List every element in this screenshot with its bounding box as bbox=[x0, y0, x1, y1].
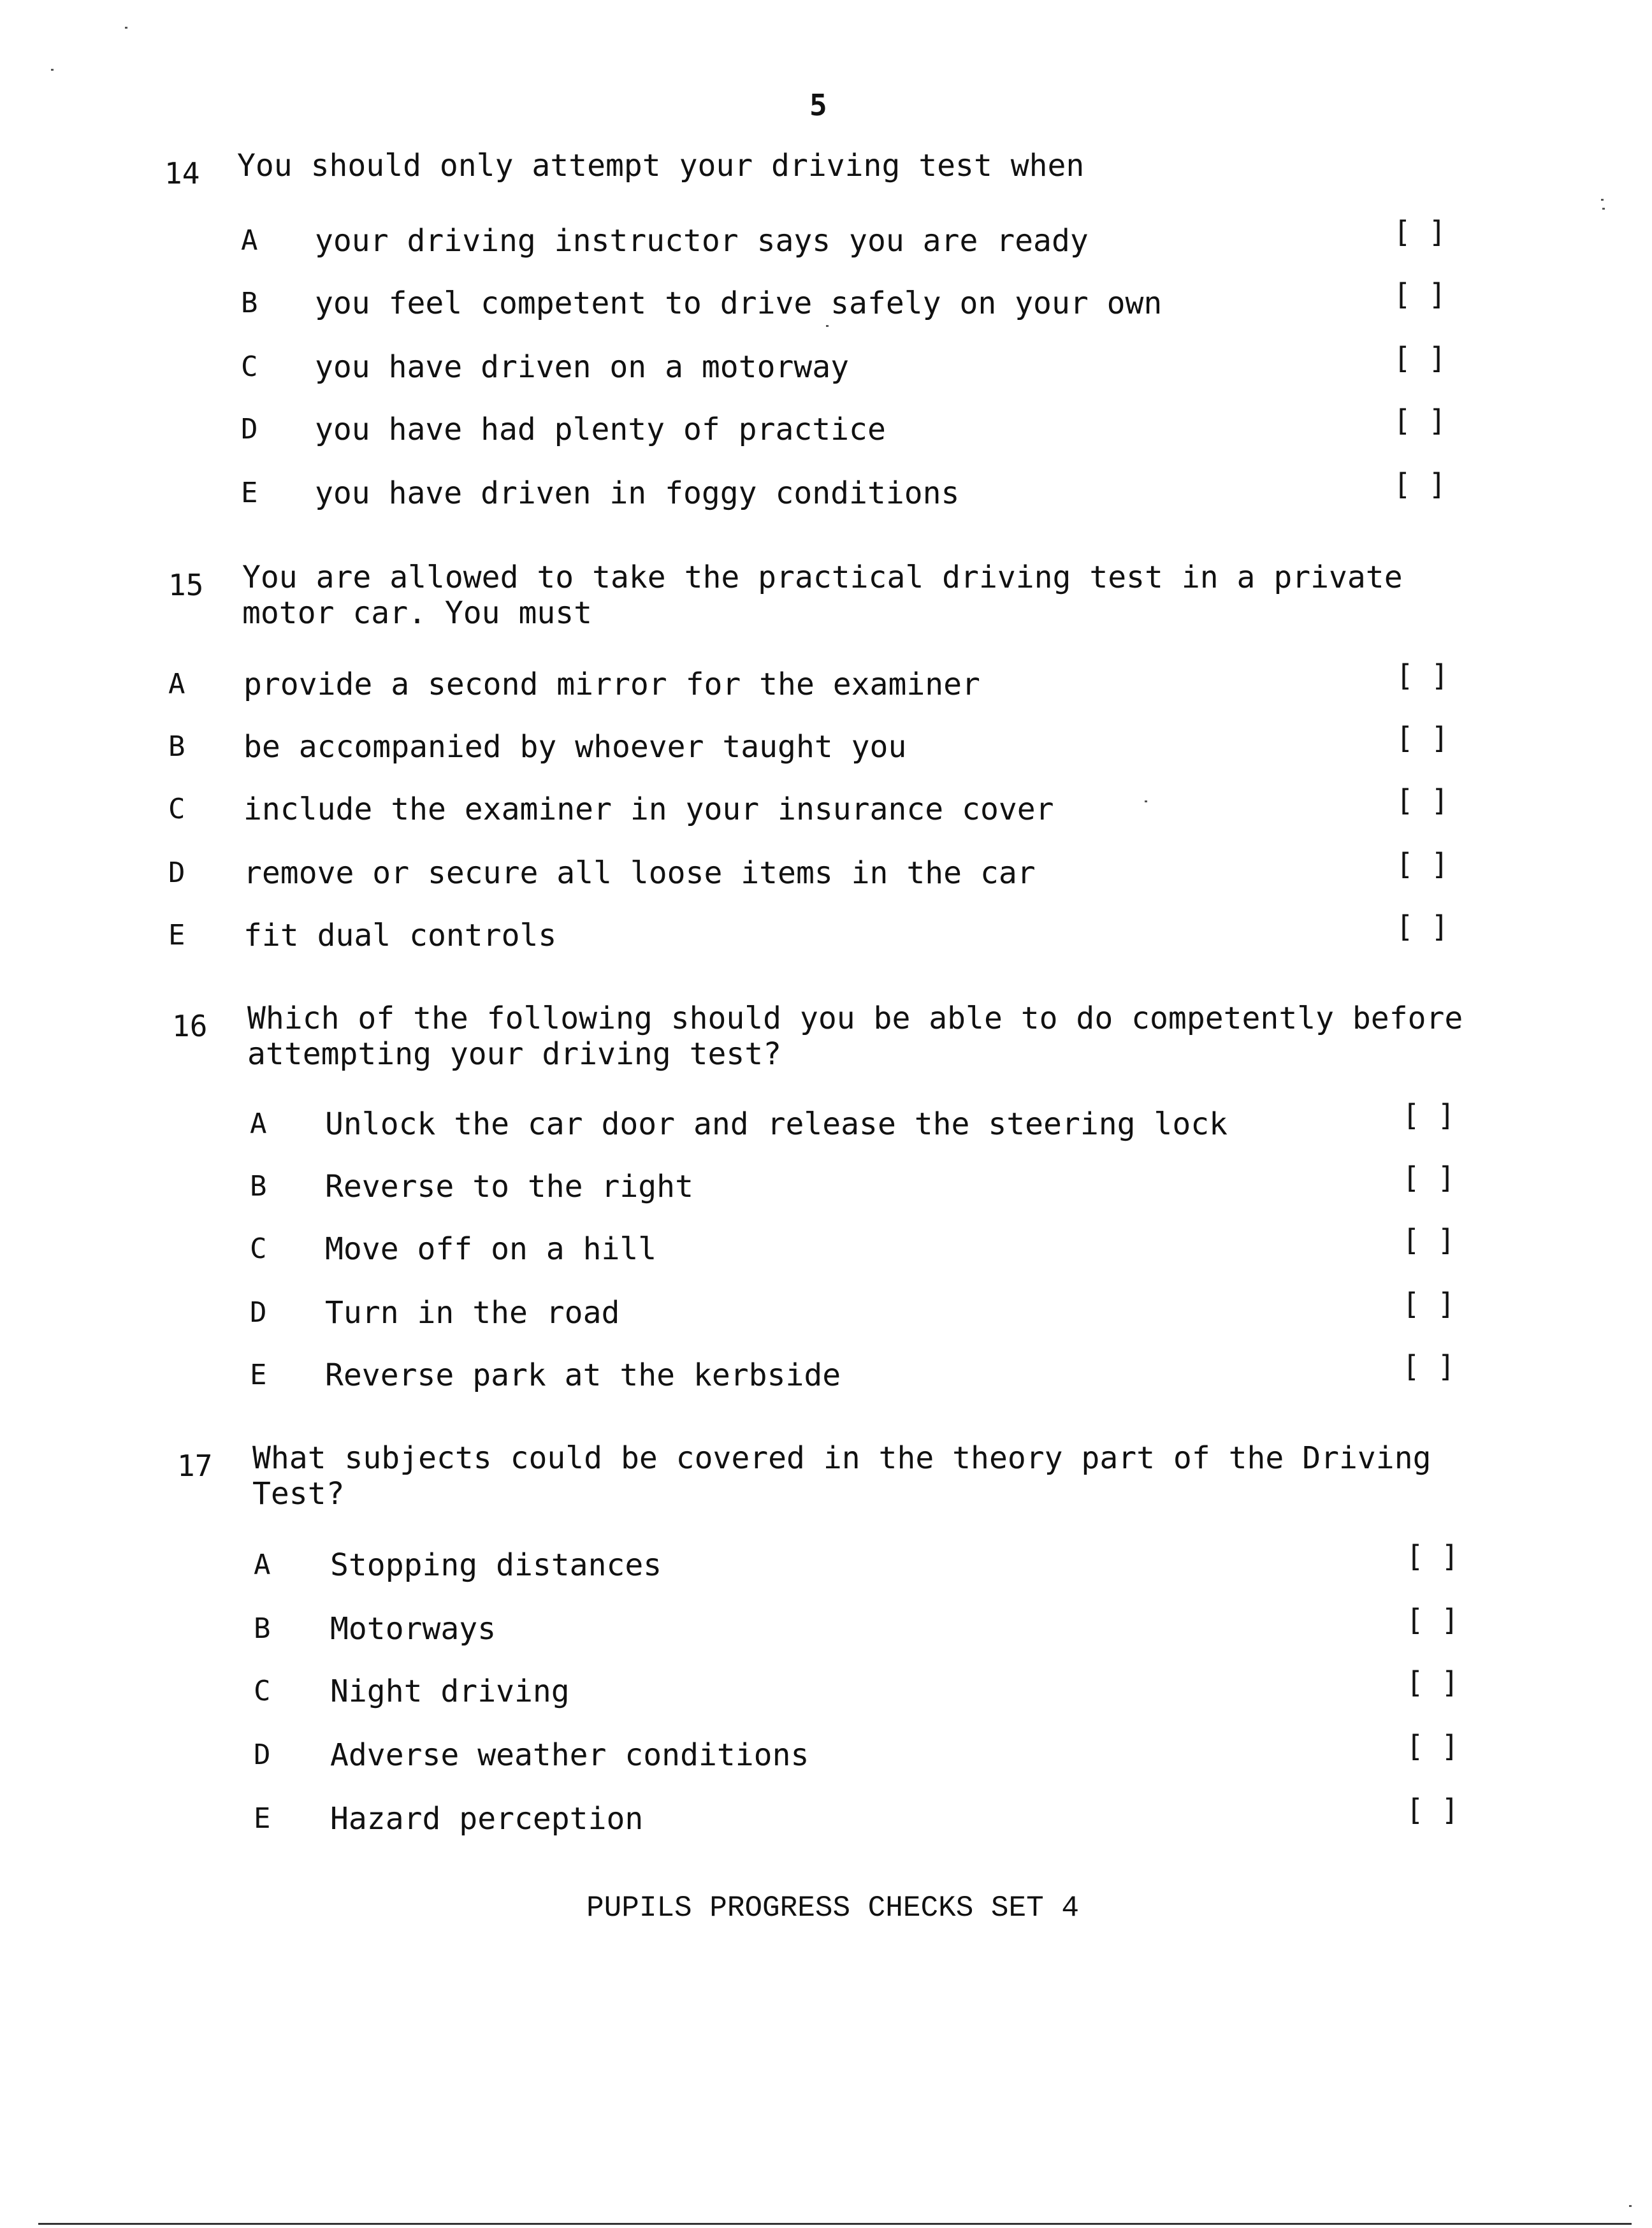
option-17-c bbox=[0, 1665, 1652, 1711]
option-letter: B bbox=[254, 1612, 271, 1645]
option-text: remove or secure all loose items in the car bbox=[243, 855, 1036, 891]
answer-checkbox[interactable]: [ ] bbox=[1402, 1349, 1456, 1384]
option-text: be accompanied by whoever taught you bbox=[243, 729, 907, 765]
option-letter: C bbox=[168, 793, 185, 825]
question-text: Which of the following should you be able to do competently before attempting your driving test? bbox=[247, 1001, 1463, 1072]
option-letter: C bbox=[250, 1233, 267, 1265]
scan-speck bbox=[1145, 800, 1147, 802]
option-letter: E bbox=[250, 1359, 267, 1391]
page-bottom-rule bbox=[38, 2223, 1632, 2225]
answer-checkbox[interactable]: [ ] bbox=[1402, 1223, 1456, 1257]
scan-speck bbox=[1629, 2205, 1632, 2207]
answer-checkbox[interactable]: [ ] bbox=[1393, 277, 1447, 312]
page-number: 5 bbox=[809, 88, 827, 122]
scan-speck bbox=[125, 27, 127, 29]
answer-checkbox[interactable]: [ ] bbox=[1396, 909, 1449, 944]
option-16-a bbox=[0, 1098, 1652, 1143]
option-text: Move off on a hill bbox=[325, 1231, 657, 1267]
option-letter: A bbox=[254, 1549, 271, 1581]
option-text: Reverse to the right bbox=[325, 1169, 693, 1204]
option-15-d bbox=[0, 847, 1652, 892]
scan-speck bbox=[826, 325, 829, 327]
option-text: provide a second mirror for the examiner bbox=[243, 667, 980, 702]
option-16-b bbox=[0, 1161, 1652, 1206]
answer-checkbox[interactable]: [ ] bbox=[1393, 215, 1447, 249]
answer-checkbox[interactable]: [ ] bbox=[1406, 1665, 1460, 1700]
option-17-b bbox=[0, 1603, 1652, 1648]
answer-checkbox[interactable]: [ ] bbox=[1393, 467, 1447, 502]
option-text: fit dual controls bbox=[243, 918, 557, 953]
question-text: You are allowed to take the practical driving test in a private motor car. You must bbox=[242, 560, 1403, 631]
option-letter: C bbox=[254, 1675, 271, 1707]
answer-checkbox[interactable]: [ ] bbox=[1402, 1287, 1456, 1321]
answer-checkbox[interactable]: [ ] bbox=[1406, 1793, 1460, 1827]
option-text: Adverse weather conditions bbox=[330, 1737, 809, 1773]
answer-checkbox[interactable]: [ ] bbox=[1406, 1539, 1460, 1573]
option-letter: E bbox=[254, 1802, 271, 1835]
option-text: Motorways bbox=[330, 1611, 496, 1647]
option-text: Stopping distances bbox=[330, 1547, 662, 1583]
option-letter: A bbox=[241, 224, 258, 257]
option-letter: B bbox=[241, 287, 258, 319]
question-number: 14 bbox=[164, 156, 200, 191]
answer-checkbox[interactable]: [ ] bbox=[1393, 341, 1447, 375]
option-text: Night driving bbox=[330, 1674, 570, 1709]
option-letter: B bbox=[168, 730, 185, 763]
option-letter: D bbox=[241, 413, 258, 445]
option-17-d bbox=[0, 1729, 1652, 1774]
option-text: Turn in the road bbox=[325, 1295, 620, 1331]
option-14-a bbox=[0, 215, 1652, 260]
option-15-e bbox=[0, 909, 1652, 955]
option-15-a bbox=[0, 658, 1652, 704]
question-text: What subjects could be covered in the theory part of the Driving Test? bbox=[252, 1440, 1431, 1512]
footer-title: PUPILS PROGRESS CHECKS SET 4 bbox=[586, 1892, 1079, 1925]
option-16-d bbox=[0, 1287, 1652, 1332]
option-letter: A bbox=[168, 668, 185, 700]
option-14-e bbox=[0, 467, 1652, 512]
scan-speck bbox=[1602, 208, 1605, 210]
option-letter: E bbox=[168, 919, 185, 951]
option-17-a bbox=[0, 1539, 1652, 1584]
option-letter: C bbox=[241, 351, 258, 383]
option-text: Unlock the car door and release the steering lock bbox=[325, 1106, 1228, 1142]
option-text: Hazard perception bbox=[330, 1801, 644, 1837]
question-number: 17 bbox=[177, 1449, 213, 1483]
option-text: Reverse park at the kerbside bbox=[325, 1357, 841, 1393]
option-letter: B bbox=[250, 1170, 267, 1203]
option-15-c bbox=[0, 783, 1652, 828]
question-number: 16 bbox=[172, 1009, 208, 1043]
option-15-b bbox=[0, 721, 1652, 766]
option-14-c bbox=[0, 341, 1652, 386]
option-text: you feel competent to drive safely on your own bbox=[315, 286, 1163, 321]
option-14-b bbox=[0, 277, 1652, 322]
question-text: You should only attempt your driving test when bbox=[237, 148, 1085, 184]
option-letter: D bbox=[250, 1296, 267, 1329]
answer-checkbox[interactable]: [ ] bbox=[1393, 403, 1447, 438]
option-letter: E bbox=[241, 477, 258, 509]
answer-checkbox[interactable]: [ ] bbox=[1406, 1603, 1460, 1637]
option-14-d bbox=[0, 403, 1652, 449]
answer-checkbox[interactable]: [ ] bbox=[1402, 1161, 1456, 1195]
answer-checkbox[interactable]: [ ] bbox=[1406, 1729, 1460, 1763]
answer-checkbox[interactable]: [ ] bbox=[1396, 721, 1449, 755]
answer-checkbox[interactable]: [ ] bbox=[1402, 1098, 1456, 1132]
option-letter: D bbox=[254, 1739, 271, 1771]
option-17-e bbox=[0, 1793, 1652, 1838]
option-16-c bbox=[0, 1223, 1652, 1268]
question-number: 15 bbox=[168, 568, 204, 602]
scan-speck bbox=[51, 69, 54, 71]
option-text: you have had plenty of practice bbox=[315, 412, 886, 447]
option-16-e bbox=[0, 1349, 1652, 1394]
option-text: your driving instructor says you are ready bbox=[315, 223, 1089, 259]
answer-checkbox[interactable]: [ ] bbox=[1396, 658, 1449, 693]
option-text: you have driven in foggy conditions bbox=[315, 475, 960, 511]
option-text: you have driven on a motorway bbox=[315, 349, 850, 385]
option-letter: D bbox=[168, 857, 185, 889]
option-letter: A bbox=[250, 1108, 267, 1140]
answer-checkbox[interactable]: [ ] bbox=[1396, 847, 1449, 881]
scan-speck bbox=[1601, 199, 1604, 201]
answer-checkbox[interactable]: [ ] bbox=[1396, 783, 1449, 818]
option-text: include the examiner in your insurance cover bbox=[243, 792, 1054, 827]
